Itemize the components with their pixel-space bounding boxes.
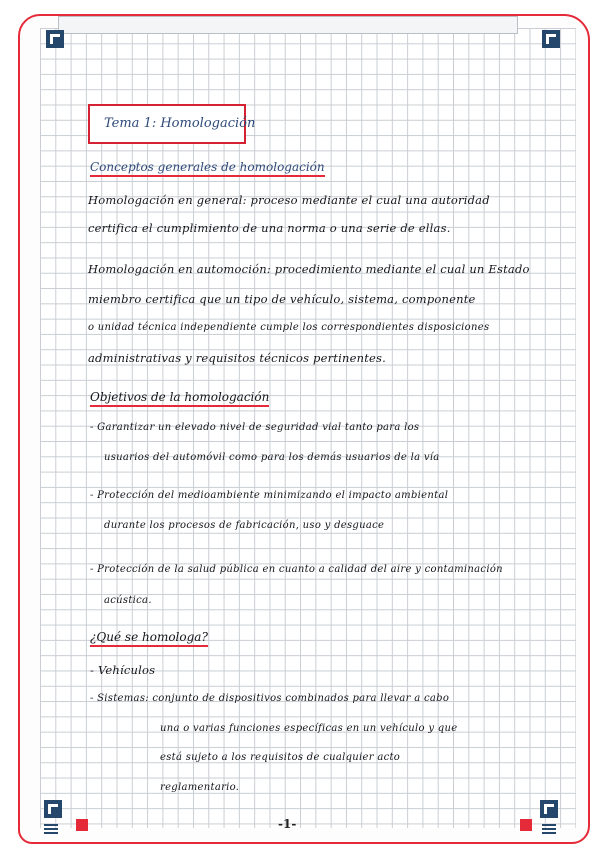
section-heading-concepts: Conceptos generales de homologación xyxy=(90,160,325,177)
corner-top-right-icon xyxy=(542,30,560,48)
section-heading-what: ¿Qué se homologa? xyxy=(90,630,208,647)
corner-bottom-left-icon xyxy=(44,800,62,818)
red-square-left xyxy=(76,819,88,831)
list-item: - Garantizar un elevado nivel de seguridad vial tanto para los xyxy=(90,422,420,433)
text-line: certifica el cumplimiento de una norma o una serie de ellas. xyxy=(88,221,451,235)
corner-bottom-right-icon xyxy=(540,800,558,818)
list-item: - Vehículos xyxy=(90,663,156,677)
page-title: Tema 1: Homologación xyxy=(104,116,256,131)
corner-top-left-icon xyxy=(46,30,64,48)
bars-left-icon xyxy=(44,824,58,836)
list-item: - Sistemas: conjunto de dispositivos combinados para llevar a cabo xyxy=(90,693,450,704)
text-line: Homologación en automoción: procedimiento mediante el cual un Estado xyxy=(88,262,530,276)
list-item-continued: está sujeto a los requisitos de cualquier acto xyxy=(160,752,401,763)
text-line: administrativas y requisitos técnicos pertinentes. xyxy=(88,351,386,365)
list-item-continued: acústica. xyxy=(104,595,152,606)
list-item-continued: una o varias funciones específicas en un vehículo y que xyxy=(160,723,458,734)
text-line: miembro certifica que un tipo de vehículo, sistema, componente xyxy=(88,292,476,306)
section-heading-objectives: Objetivos de la homologación xyxy=(90,390,269,407)
list-item-continued: reglamentario. xyxy=(160,782,240,793)
page-number: -1- xyxy=(278,817,297,831)
header-bar xyxy=(58,16,518,34)
list-item-continued: durante los procesos de fabricación, uso y desguace xyxy=(104,520,385,531)
list-item-continued: usuarios del automóvil como para los demás usuarios de la vía xyxy=(104,452,440,463)
list-item: - Protección del medioambiente minimizando el impacto ambiental xyxy=(90,490,449,501)
bars-right-icon xyxy=(542,824,556,836)
list-item: - Protección de la salud pública en cuanto a calidad del aire y contaminación xyxy=(90,564,503,575)
text-line: Homologación en general: proceso mediante el cual una autoridad xyxy=(88,193,490,207)
text-line: o unidad técnica independiente cumple los correspondientes disposiciones xyxy=(88,322,490,333)
red-square-right xyxy=(520,819,532,831)
